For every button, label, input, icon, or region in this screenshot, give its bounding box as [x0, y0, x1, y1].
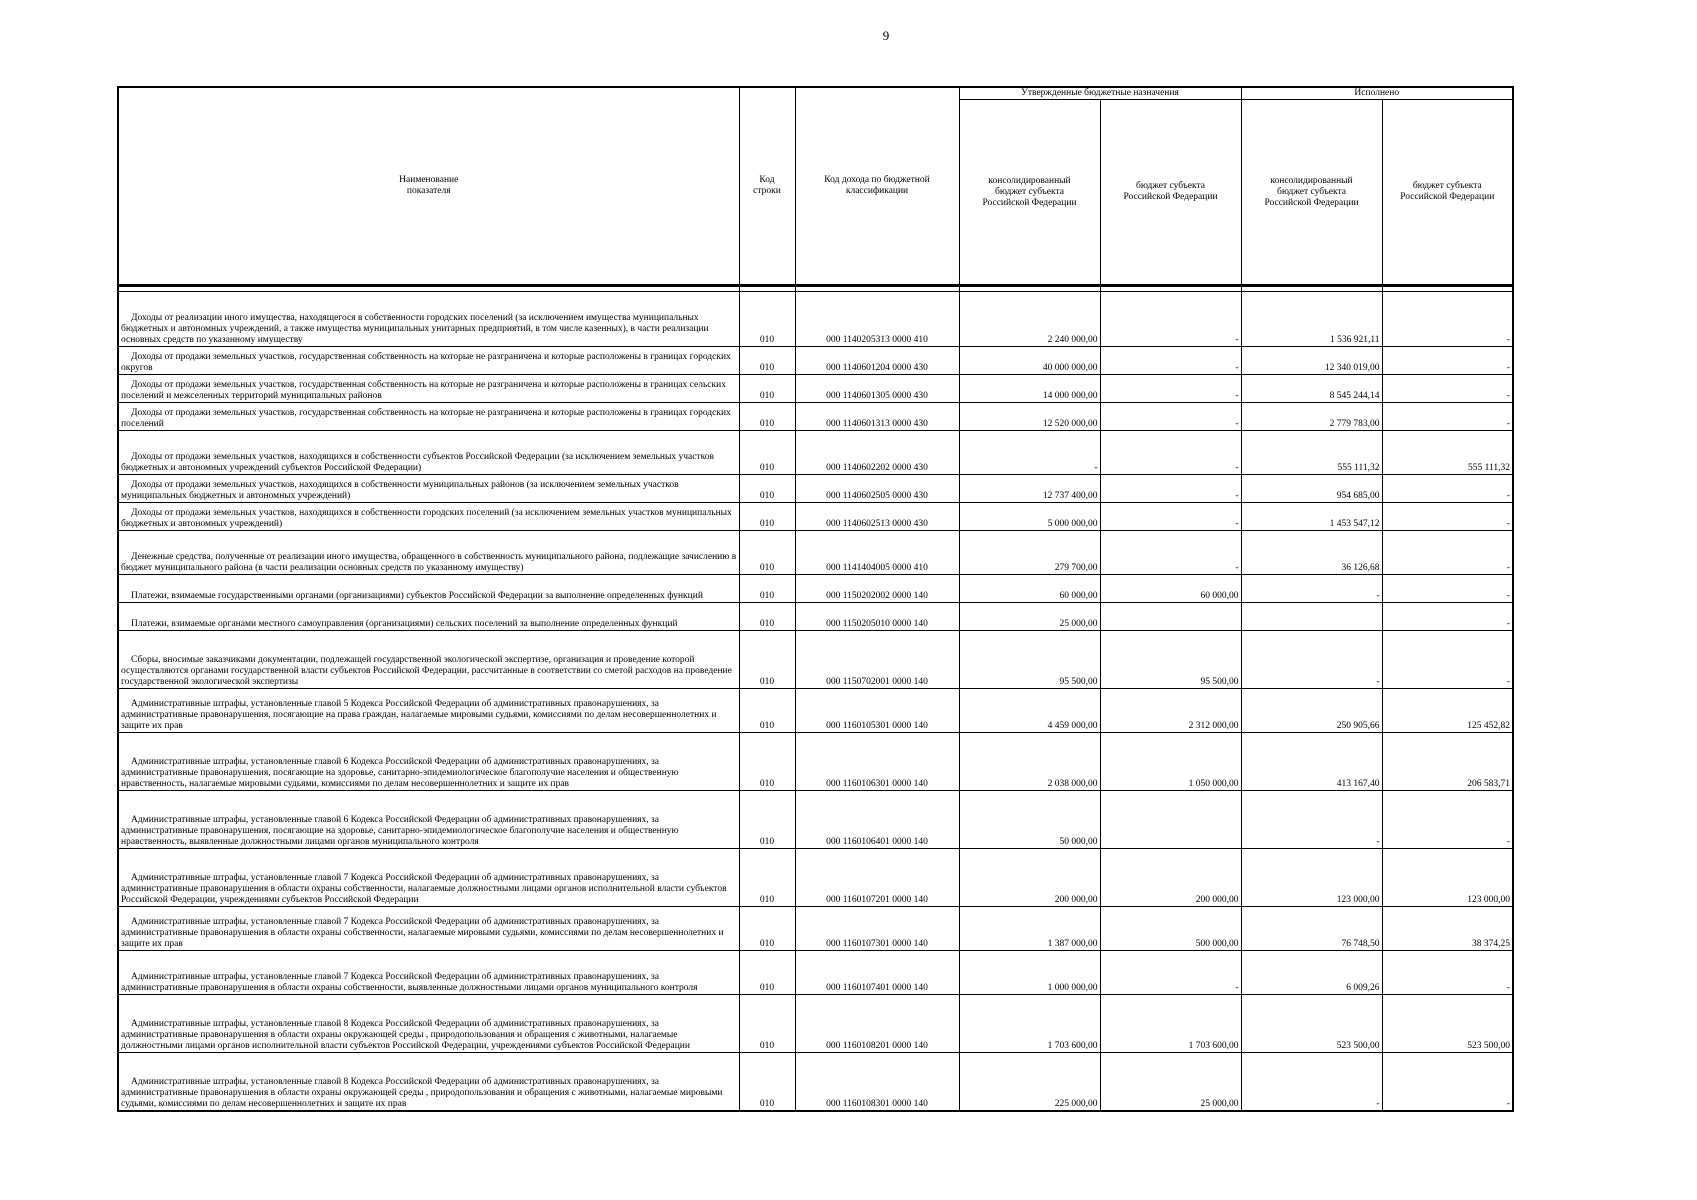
row-approved-consolidated: 40 000 000,00: [959, 347, 1100, 375]
row-name: [118, 791, 739, 849]
row-approved-subject: -: [1100, 431, 1241, 475]
row-executed-subject: -: [1382, 791, 1513, 849]
row-name-text: Административные штрафы, установленные главой 7 Кодекса Российской Федерации об административных правонарушениях, за административные правонарушения в области охраны собственности, налагаемые должностными лицами органов исполнительной власти субъектов Российской Федерации, учреждениями субъектов Российской Федерации: [121, 873, 727, 905]
row-approved-consolidated: 2 240 000,00: [959, 292, 1100, 347]
row-name-text: Административные штрафы, установленные главой 7 Кодекса Российской Федерации об административных правонарушениях, за административные правонарушения в области охраны собственности, выявленные должностными лицами органов муниципального контроля: [121, 972, 698, 993]
row-name-text: Доходы от продажи земельных участков, государственная собственность на которые не разграничена и которые расположены в границах сельских поселений и межселенных территорий муниципальных районов: [121, 380, 726, 401]
row-executed-consolidated: -: [1241, 631, 1382, 689]
row-executed-consolidated: -: [1241, 575, 1382, 603]
table-row: [118, 603, 1513, 631]
row-approved-subject: -: [1100, 531, 1241, 575]
column-header-executed-consolidated: консолидированный бюджет субъекта Российской Федерации: [1241, 100, 1382, 286]
row-approved-consolidated: 225 000,00: [959, 1053, 1100, 1111]
row-executed-subject: -: [1382, 1053, 1513, 1111]
table-row: [118, 292, 1513, 347]
row-name-text: Административные штрафы, установленные главой 7 Кодекса Российской Федерации об административных правонарушениях, за административные правонарушения в области охраны собственности, налагаемые мировыми судьями, комиссиями по делам несовершеннолетних и защите их прав: [121, 917, 724, 949]
row-kbk: 000 1140601305 0000 430: [795, 375, 959, 403]
row-approved-consolidated: 25 000,00: [959, 603, 1100, 631]
row-name-text: Доходы от продажи земельных участков, находящихся в собственности субъектов Российской Федерации (за исключением земельных участков бюджетных и автономных учреждений субъектов Российской Федерации): [121, 452, 714, 473]
row-executed-consolidated: 6 009,26: [1241, 951, 1382, 995]
row-executed-consolidated: 12 340 019,00: [1241, 347, 1382, 375]
row-name-text: Административные штрафы, установленные главой 8 Кодекса Российской Федерации об административных правонарушениях, за административные правонарушения в области охраны окружающей среды , природопользования и обращения с животными, налагаемые должностными лицами органов исполнительной власти субъектов Российской Федерации, учреждениями субъектов Российской Федерации: [121, 1019, 690, 1051]
row-code: 010: [739, 292, 795, 347]
row-executed-subject: 523 500,00: [1382, 995, 1513, 1053]
row-name: [118, 403, 739, 431]
column-header-code: Код строки: [739, 87, 795, 286]
row-kbk: 000 1160108201 0000 140: [795, 995, 959, 1053]
column-header-name: Наименование показателя: [118, 87, 739, 286]
row-name: [118, 531, 739, 575]
row-approved-subject: 500 000,00: [1100, 907, 1241, 951]
row-name: [118, 995, 739, 1053]
row-approved-subject: 1 050 000,00: [1100, 733, 1241, 791]
row-kbk: 000 1160107201 0000 140: [795, 849, 959, 907]
row-approved-consolidated: 12 737 400,00: [959, 475, 1100, 503]
table-row: [118, 791, 1513, 849]
row-name: [118, 603, 739, 631]
table-row: [118, 375, 1513, 403]
row-code: 010: [739, 1053, 795, 1111]
row-kbk: 000 1140602202 0000 430: [795, 431, 959, 475]
row-code: 010: [739, 689, 795, 733]
row-code: 010: [739, 575, 795, 603]
table-row: [118, 475, 1513, 503]
table-row: [118, 575, 1513, 603]
row-kbk: 000 1160106401 0000 140: [795, 791, 959, 849]
row-name: [118, 951, 739, 995]
row-name: [118, 503, 739, 531]
row-executed-subject: 38 374,25: [1382, 907, 1513, 951]
row-code: 010: [739, 907, 795, 951]
row-executed-consolidated: 523 500,00: [1241, 995, 1382, 1053]
row-name-text: Доходы от продажи земельных участков, находящихся в собственности муниципальных районов (за исключением земельных участков муниципальных бюджетных и автономных учреждений): [121, 480, 679, 501]
row-executed-consolidated: [1241, 603, 1382, 631]
row-kbk: 000 1140601204 0000 430: [795, 347, 959, 375]
row-approved-subject: -: [1100, 403, 1241, 431]
table-row: [118, 995, 1513, 1053]
row-approved-consolidated: 4 459 000,00: [959, 689, 1100, 733]
row-executed-subject: -: [1382, 631, 1513, 689]
row-approved-consolidated: 279 700,00: [959, 531, 1100, 575]
table-row: [118, 531, 1513, 575]
row-executed-subject: -: [1382, 603, 1513, 631]
row-approved-consolidated: -: [959, 431, 1100, 475]
row-kbk: 000 1150202002 0000 140: [795, 575, 959, 603]
row-name: [118, 347, 739, 375]
row-name-text: Административные штрафы, установленные главой 8 Кодекса Российской Федерации об административных правонарушениях, за административные правонарушения в области охраны окружающей среды , природопользования и обращения с животными, налагаемые мировыми судьями, комиссиями по делам несовершеннолетних и защите их прав: [121, 1076, 723, 1109]
row-approved-subject: 2 312 000,00: [1100, 689, 1241, 733]
row-executed-subject: 206 583,71: [1382, 733, 1513, 791]
row-approved-subject: -: [1100, 375, 1241, 403]
table-row: [118, 631, 1513, 689]
row-executed-subject: -: [1382, 403, 1513, 431]
row-name-text: Сборы, вносимые заказчиками документации, подлежащей государственной экологической экспертизе, организация и проведение которой осуществляются органами государственной власти субъектов Российской Федерации, рассчитанные в соответствии со сметой расходов на проведение государственной экологической экспертизы: [121, 655, 732, 687]
row-executed-consolidated: 8 545 244,14: [1241, 375, 1382, 403]
row-executed-consolidated: -: [1241, 1053, 1382, 1111]
row-code: 010: [739, 995, 795, 1053]
row-name: [118, 475, 739, 503]
column-group-approved: Утвержденные бюджетные назначения: [959, 87, 1241, 100]
row-code: 010: [739, 403, 795, 431]
row-name: [118, 733, 739, 791]
budget-revenue-table: [117, 86, 1514, 1112]
table-row: [118, 689, 1513, 733]
row-approved-subject: -: [1100, 292, 1241, 347]
row-name-text: Административные штрафы, установленные главой 6 Кодекса Российской Федерации об административных правонарушениях, за административные правонарушения, посягающие на здоровье, санитарно-эпидемиологическое благополучие населения и общественную нравственность, выявленные должностными лицами органов муниципального контроля: [121, 815, 679, 847]
row-code: 010: [739, 531, 795, 575]
column-header-executed-subject: бюджет субъекта Российской Федерации: [1382, 100, 1513, 286]
row-executed-consolidated: 954 685,00: [1241, 475, 1382, 503]
row-approved-subject: 200 000,00: [1100, 849, 1241, 907]
row-executed-subject: -: [1382, 575, 1513, 603]
row-code: 010: [739, 733, 795, 791]
row-code: 010: [739, 503, 795, 531]
row-name-text: Доходы от продажи земельных участков, государственная собственность на которые не разграничена и которые расположены в границах городских поселений: [121, 408, 731, 429]
row-executed-subject: -: [1382, 292, 1513, 347]
column-header-approved-consolidated: консолидированный бюджет субъекта Российской Федерации: [959, 100, 1100, 286]
row-name: [118, 631, 739, 689]
row-executed-subject: -: [1382, 475, 1513, 503]
row-executed-subject: -: [1382, 375, 1513, 403]
row-approved-subject: -: [1100, 951, 1241, 995]
row-kbk: 000 1160107401 0000 140: [795, 951, 959, 995]
row-kbk: 000 1160108301 0000 140: [795, 1053, 959, 1111]
row-approved-consolidated: 1 000 000,00: [959, 951, 1100, 995]
row-executed-subject: -: [1382, 503, 1513, 531]
row-code: 010: [739, 347, 795, 375]
row-kbk: 000 1140602505 0000 430: [795, 475, 959, 503]
row-name-text: Административные штрафы, установленные главой 5 Кодекса Российской Федерации об административных правонарушениях, за административные правонарушения, посягающие на права граждан, налагаемые мировыми судьями, комиссиями по делам несовершеннолетних и защите их прав: [121, 699, 717, 731]
row-code: 010: [739, 475, 795, 503]
row-kbk: 000 1160105301 0000 140: [795, 689, 959, 733]
row-kbk: 000 1140601313 0000 430: [795, 403, 959, 431]
row-approved-consolidated: 200 000,00: [959, 849, 1100, 907]
row-name: [118, 575, 739, 603]
row-approved-subject: -: [1100, 475, 1241, 503]
row-approved-consolidated: 2 038 000,00: [959, 733, 1100, 791]
row-name: [118, 907, 739, 951]
row-executed-consolidated: 250 905,66: [1241, 689, 1382, 733]
row-name: [118, 431, 739, 475]
row-code: 010: [739, 951, 795, 995]
row-name: [118, 689, 739, 733]
row-executed-consolidated: 1 536 921,11: [1241, 292, 1382, 347]
row-executed-consolidated: 123 000,00: [1241, 849, 1382, 907]
row-executed-subject: -: [1382, 347, 1513, 375]
table-row: [118, 403, 1513, 431]
row-name: [118, 375, 739, 403]
row-approved-consolidated: 1 387 000,00: [959, 907, 1100, 951]
row-approved-subject: 60 000,00: [1100, 575, 1241, 603]
row-name-text: Административные штрафы, установленные главой 6 Кодекса Российской Федерации об административных правонарушениях, за административные правонарушения, посягающие на здоровье, санитарно-эпидемиологическое благополучие населения и общественную нравственность, налагаемые мировыми судьями, комиссиями по делам несовершеннолетних и защите их прав: [121, 757, 679, 789]
row-approved-subject: -: [1100, 347, 1241, 375]
row-name: [118, 1053, 739, 1111]
row-executed-subject: 125 452,82: [1382, 689, 1513, 733]
row-executed-consolidated: -: [1241, 791, 1382, 849]
table-row: [118, 503, 1513, 531]
row-approved-consolidated: 50 000,00: [959, 791, 1100, 849]
row-name: [118, 292, 739, 347]
row-approved-subject: 95 500,00: [1100, 631, 1241, 689]
row-name-text: Доходы от продажи земельных участков, государственная собственность на которые не разграничена и которые расположены в границах городских округов: [121, 352, 731, 373]
table-row: [118, 907, 1513, 951]
row-approved-subject: [1100, 791, 1241, 849]
row-executed-subject: 555 111,32: [1382, 431, 1513, 475]
row-executed-consolidated: 36 126,68: [1241, 531, 1382, 575]
row-approved-consolidated: 60 000,00: [959, 575, 1100, 603]
table-row: [118, 951, 1513, 995]
row-approved-consolidated: 12 520 000,00: [959, 403, 1100, 431]
row-approved-subject: -: [1100, 503, 1241, 531]
column-header-approved-subject: бюджет субъекта Российской Федерации: [1100, 100, 1241, 286]
column-group-executed: Исполнено: [1241, 87, 1513, 100]
row-executed-consolidated: 2 779 783,00: [1241, 403, 1382, 431]
row-kbk: 000 1140602513 0000 430: [795, 503, 959, 531]
table-row: [118, 1053, 1513, 1111]
row-code: 010: [739, 631, 795, 689]
row-code: 010: [739, 791, 795, 849]
row-executed-consolidated: 555 111,32: [1241, 431, 1382, 475]
row-approved-consolidated: 95 500,00: [959, 631, 1100, 689]
table-row: [118, 849, 1513, 907]
row-name-text: Доходы от реализации иного имущества, находящегося в собственности городских поселений (за исключением имущества муниципальных бюджетных и автономных учреждений, а также имущества муниципальных унитарных предприятий, в том числе казенных), в части реализации основных средств по указанному имуществу: [121, 313, 709, 345]
row-approved-consolidated: 5 000 000,00: [959, 503, 1100, 531]
row-approved-consolidated: 1 703 600,00: [959, 995, 1100, 1053]
row-executed-subject: -: [1382, 531, 1513, 575]
row-code: 010: [739, 431, 795, 475]
row-name-text: Доходы от продажи земельных участков, находящихся в собственности городских поселений (за исключением земельных участков муниципальных бюджетных и автономных учреждений): [121, 508, 732, 529]
table-row: [118, 347, 1513, 375]
row-executed-consolidated: 413 167,40: [1241, 733, 1382, 791]
row-approved-subject: 25 000,00: [1100, 1053, 1241, 1111]
column-header-kbk: Код дохода по бюджетной классификации: [795, 87, 959, 286]
row-kbk: 000 1150702001 0000 140: [795, 631, 959, 689]
row-name-text: Платежи, взимаемые органами местного самоуправления (организациями) сельских поселений за выполнение определенных функций: [131, 619, 678, 629]
row-approved-subject: [1100, 603, 1241, 631]
row-name-text: Платежи, взимаемые государственными органами (организациями) субъектов Российской Федерации за выполнение определенных функций: [131, 591, 703, 601]
row-kbk: 000 1160107301 0000 140: [795, 907, 959, 951]
page-number: 9: [882, 28, 890, 43]
row-name-text: Денежные средства, полученные от реализации иного имущества, обращенного в собственность муниципального района, подлежащие зачислению в бюджет муниципального района (в части реализации основных средств по указанному имуществу): [121, 552, 737, 573]
row-kbk: 000 1160106301 0000 140: [795, 733, 959, 791]
table-row: [118, 431, 1513, 475]
row-executed-subject: -: [1382, 951, 1513, 995]
row-name: [118, 849, 739, 907]
row-approved-consolidated: 14 000 000,00: [959, 375, 1100, 403]
row-code: 010: [739, 603, 795, 631]
row-executed-consolidated: 1 453 547,12: [1241, 503, 1382, 531]
row-kbk: 000 1141404005 0000 410: [795, 531, 959, 575]
table-row: [118, 733, 1513, 791]
row-approved-subject: 1 703 600,00: [1100, 995, 1241, 1053]
row-executed-subject: 123 000,00: [1382, 849, 1513, 907]
table-body: [118, 286, 1513, 1111]
row-code: 010: [739, 375, 795, 403]
row-kbk: 000 1140205313 0000 410: [795, 292, 959, 347]
row-executed-consolidated: 76 748,50: [1241, 907, 1382, 951]
row-code: 010: [739, 849, 795, 907]
row-kbk: 000 1150205010 0000 140: [795, 603, 959, 631]
